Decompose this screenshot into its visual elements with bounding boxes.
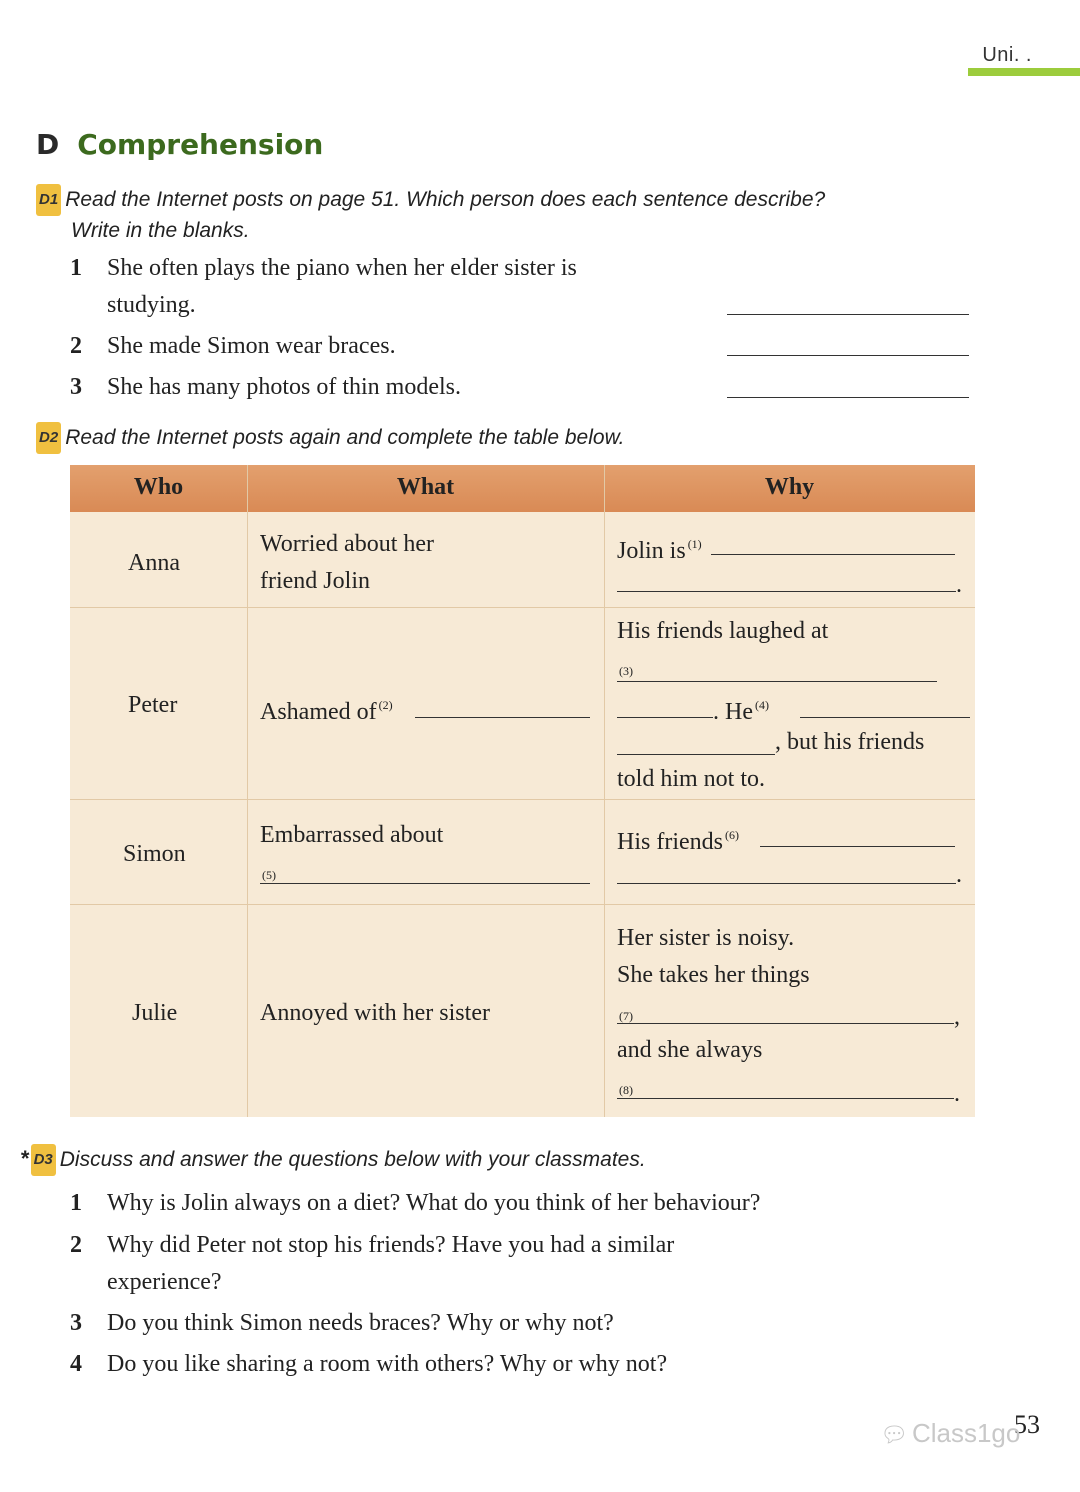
d1-answer-blank-3[interactable] [727, 397, 969, 398]
item-text: She often plays the piano when her elder sister is [107, 255, 577, 281]
blank-number-2: (2) [378, 698, 393, 712]
comprehension-table [70, 465, 975, 1117]
row-anna-what-line2: friend Jolin [260, 568, 370, 594]
d1-instruction-line1: Read the Internet posts on page 51. Which person does each sentence describe? [65, 188, 826, 211]
simon-why-period: . [956, 862, 962, 888]
item-text: Why did Peter not stop his friends? Have you had a similar [107, 1232, 675, 1258]
d1-instruction [36, 184, 996, 246]
row-peter-why-line1: His friends laughed at [617, 618, 829, 644]
item-number: 1 [70, 1190, 82, 1216]
row-julie-why-line3: and she always [617, 1037, 763, 1063]
optional-star-icon: * [20, 1146, 29, 1171]
d1-instruction-line2: Write in the blanks. [71, 219, 250, 242]
answer-blank-5[interactable] [260, 883, 590, 884]
row-peter-why-line5: told him not to. [617, 766, 766, 792]
row-peter-why-line3 [713, 687, 771, 731]
d1-item-2 [70, 327, 730, 365]
d1-badge: D1 [36, 184, 61, 216]
blank-number-4: (4) [754, 698, 769, 712]
header-why: Why [764, 474, 815, 500]
row-peter-who: Peter [128, 692, 178, 718]
row-julie-why-num7 [617, 995, 635, 1035]
answer-blank-6[interactable] [760, 846, 955, 847]
table-header-row [70, 465, 975, 512]
peter-what-text: Ashamed of [260, 699, 377, 725]
blank-number-6: (6) [724, 828, 739, 842]
item-number: 2 [70, 1232, 82, 1258]
julie-why-period: . [954, 1081, 960, 1107]
unit-label: Uni. . [982, 44, 1032, 66]
d3-item-4 [70, 1345, 1030, 1383]
answer-blank-2[interactable] [415, 717, 590, 718]
item-text: She has many photos of thin models. [107, 374, 461, 400]
row-divider [70, 904, 975, 905]
d1-item-1 [70, 249, 730, 329]
row-simon-who: Simon [123, 841, 186, 867]
row-simon-what: Embarrassed about [260, 822, 444, 848]
d3-item-2 [70, 1226, 1030, 1302]
row-anna-what-line1: Worried about her [260, 531, 434, 557]
d2-badge: D2 [36, 422, 61, 454]
blank-number-5: (5) [262, 868, 276, 882]
answer-blank-4[interactable] [800, 717, 970, 718]
item-number: 1 [70, 255, 82, 281]
answer-blank-7[interactable] [617, 1023, 954, 1024]
item-number: 4 [70, 1351, 82, 1377]
d3-instruction-text: Discuss and answer the questions below with your classmates. [59, 1148, 646, 1171]
blank-number-8: (8) [619, 1083, 633, 1097]
section-name: Comprehension [77, 128, 324, 161]
header-who: Who [133, 474, 184, 500]
row-julie-why-line1: Her sister is noisy. [617, 925, 795, 951]
answer-blank-3[interactable] [617, 681, 937, 682]
simon-why-text: His friends [617, 829, 723, 855]
column-divider [604, 465, 605, 1117]
column-divider [247, 465, 248, 1117]
answer-blank-3-cont[interactable] [617, 717, 713, 718]
item-text: Do you think Simon needs braces? Why or why not? [107, 1310, 614, 1336]
d3-badge: D3 [31, 1144, 56, 1176]
watermark [880, 1418, 1020, 1449]
watermark-text: Class1go [911, 1418, 1021, 1448]
anna-why-period: . [956, 572, 962, 598]
section-title [36, 128, 323, 161]
row-peter-why-line2 [617, 650, 635, 690]
row-anna-why-line1 [617, 526, 704, 570]
chat-bubble-icon: 💬︎ [880, 1422, 908, 1447]
d1-item-3 [70, 368, 730, 406]
item-number: 3 [70, 374, 82, 400]
row-divider [70, 799, 975, 800]
page-number: 53 [1014, 1410, 1040, 1439]
d1-answer-blank-1[interactable] [727, 314, 969, 315]
row-simon-why-line1 [617, 817, 741, 861]
d3-instruction [20, 1144, 646, 1176]
answer-blank-1-cont[interactable] [617, 591, 956, 592]
d3-item-3 [70, 1304, 1030, 1342]
row-peter-why-line4: , but his friends [775, 729, 925, 755]
row-divider [70, 607, 975, 608]
row-peter-what [260, 687, 395, 731]
answer-blank-6-cont[interactable] [617, 883, 956, 884]
item-text: She made Simon wear braces. [107, 333, 396, 359]
blank-number-1: (1) [687, 537, 702, 551]
row-julie-why-num8 [617, 1069, 635, 1109]
row-anna-who: Anna [128, 550, 180, 576]
section-letter: D [36, 128, 60, 161]
d1-answer-blank-2[interactable] [727, 355, 969, 356]
answer-blank-4-cont[interactable] [617, 754, 775, 755]
anna-why-text: Jolin is [617, 538, 686, 564]
header-what: What [396, 474, 455, 500]
row-simon-what-num [260, 854, 278, 894]
d2-instruction-text: Read the Internet posts again and complete the table below. [65, 426, 625, 449]
julie-why-comma: , [954, 1004, 960, 1030]
d3-item-1 [70, 1184, 1030, 1222]
blank-number-3: (3) [619, 664, 633, 678]
d2-instruction [36, 422, 624, 454]
answer-blank-1[interactable] [711, 554, 955, 555]
item-text-cont: studying. [107, 292, 196, 318]
unit-accent-bar [968, 68, 1080, 76]
item-text: Why is Jolin always on a diet? What do you think of her behaviour? [107, 1190, 761, 1216]
peter-he-text: . He [713, 699, 753, 725]
answer-blank-8[interactable] [617, 1098, 954, 1099]
row-julie-who: Julie [132, 1000, 178, 1026]
item-number: 3 [70, 1310, 82, 1336]
blank-number-7: (7) [619, 1009, 633, 1023]
row-julie-why-line2: She takes her things [617, 962, 810, 988]
row-julie-what: Annoyed with her sister [260, 1000, 490, 1026]
item-number: 2 [70, 333, 82, 359]
item-text-cont: experience? [107, 1269, 222, 1295]
item-text: Do you like sharing a room with others? Why or why not? [107, 1351, 668, 1377]
